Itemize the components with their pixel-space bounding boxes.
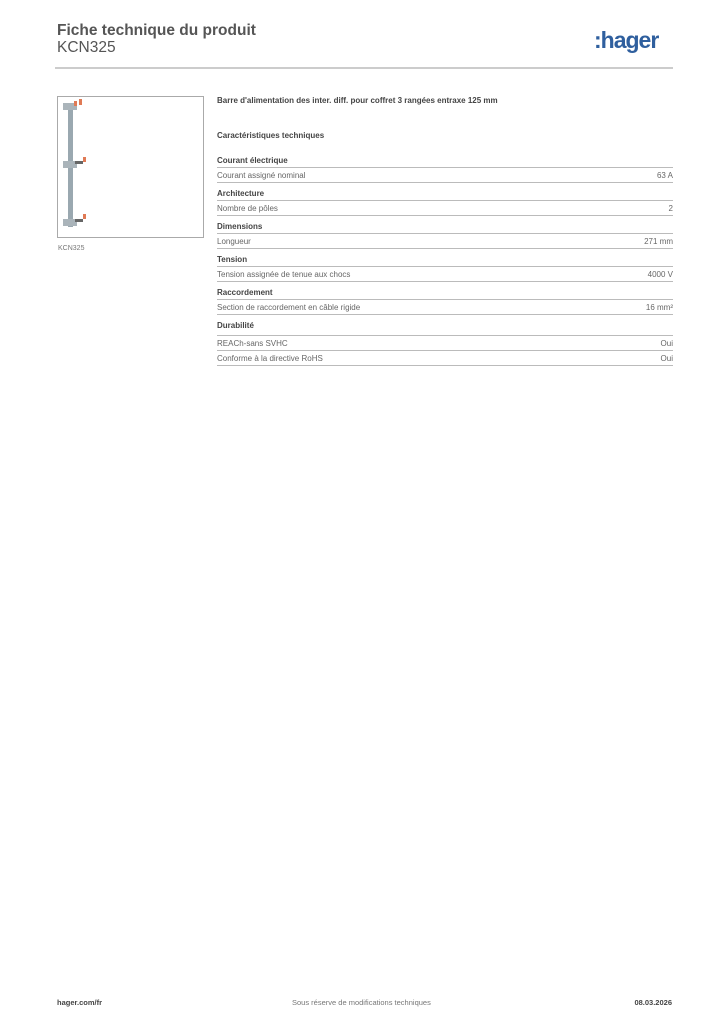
spec-value: 63 A: [656, 171, 673, 180]
image-caption: KCN325: [58, 245, 85, 252]
product-code: KCN325: [57, 39, 116, 56]
page-title: Fiche technique du produit: [57, 22, 256, 39]
spec-label: Section de raccordement en câble rigide: [217, 303, 361, 312]
spec-row: [217, 168, 673, 183]
spec-row: [217, 300, 673, 315]
busbar-illustration: [58, 97, 203, 237]
spec-group: [217, 288, 673, 315]
spec-label: Longueur: [217, 237, 251, 246]
spec-label: Nombre de pôles: [217, 204, 278, 213]
spec-group: [217, 189, 673, 216]
spec-value: 16 mm²: [645, 303, 673, 312]
footer-date: 08.03.2026: [634, 998, 672, 1007]
product-image: [57, 96, 204, 238]
spec-label: REACh-sans SVHC: [217, 339, 288, 348]
spec-group-title: Architecture: [217, 189, 673, 201]
spec-group: [217, 321, 673, 366]
spec-row: [217, 201, 673, 216]
spec-label: Courant assigné nominal: [217, 171, 306, 180]
footer-notice: Sous réserve de modifications techniques: [292, 998, 431, 1007]
spec-value: 271 mm: [644, 237, 673, 246]
spec-group: [217, 156, 673, 183]
spec-value: 4000 V: [647, 270, 673, 279]
spec-value: Oui: [660, 339, 673, 348]
spec-row: [217, 234, 673, 249]
footer-website[interactable]: hager.com/fr: [57, 998, 103, 1007]
spec-value: 2: [668, 204, 673, 213]
spec-group-title: Dimensions: [217, 222, 673, 234]
spec-label: Conforme à la directive RoHS: [217, 354, 323, 363]
spec-row: [217, 336, 673, 351]
spec-group: [217, 255, 673, 282]
spec-group-title: Tension: [217, 255, 673, 267]
spec-group-title: Raccordement: [217, 288, 673, 300]
header-divider: [55, 67, 673, 69]
spec-group-title: Durabilité: [217, 321, 673, 336]
spec-group-title: Courant électrique: [217, 156, 673, 168]
section-title: Caractéristiques techniques: [217, 131, 325, 140]
specifications: [217, 96, 673, 372]
spec-row: [217, 267, 673, 282]
product-description: Barre d'alimentation des inter. diff. pour coffret 3 rangées entraxe 125 mm: [217, 96, 498, 105]
spec-label: Tension assignée de tenue aux chocs: [217, 270, 351, 279]
spec-group: [217, 222, 673, 249]
spec-row: [217, 351, 673, 366]
hager-logo: :hager: [594, 27, 659, 53]
spec-value: Oui: [660, 354, 673, 363]
